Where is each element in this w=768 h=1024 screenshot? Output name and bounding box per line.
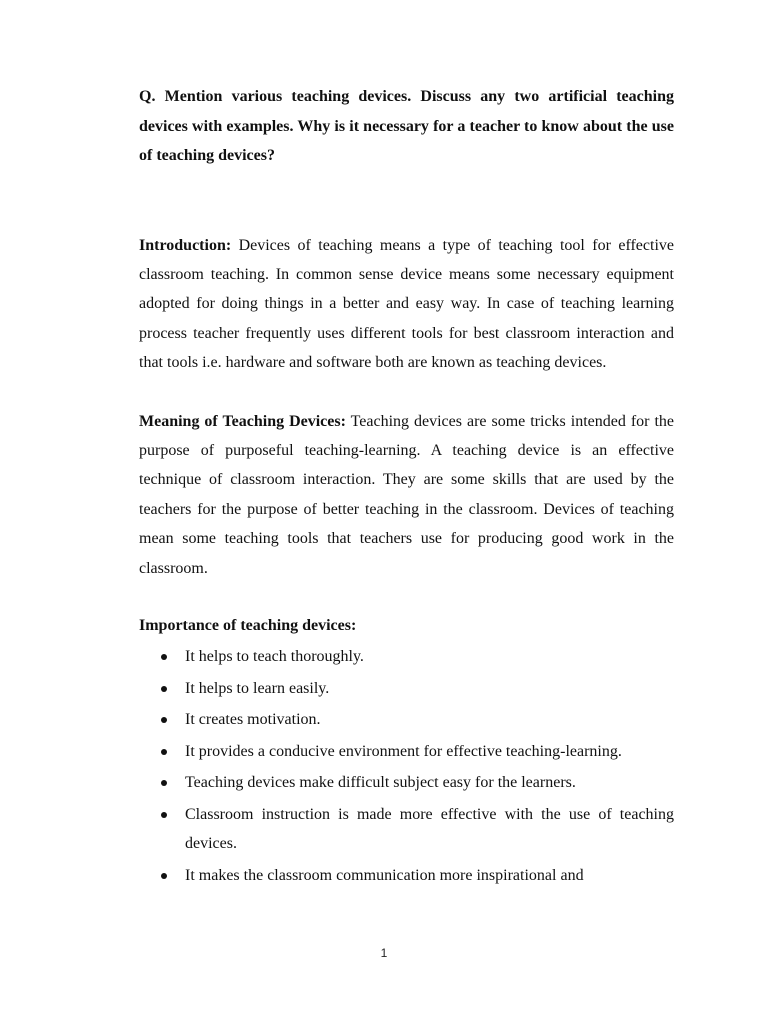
list-item bbox=[139, 861, 674, 891]
list-item-text: It provides a conducive environment for effective teaching-learning. bbox=[185, 742, 622, 760]
list-item-text: It helps to learn easily. bbox=[185, 679, 330, 697]
question-text: Q. Mention various teaching devices. Discuss any two artificial teaching devices with examples. Why is it necessary for a teacher to know about the use of teaching devices? bbox=[139, 88, 674, 164]
page-number: 1 bbox=[380, 946, 388, 960]
bullet-icon bbox=[161, 780, 167, 786]
meaning-paragraph bbox=[139, 407, 674, 583]
list-item bbox=[139, 642, 674, 672]
list-item-text: It helps to teach thoroughly. bbox=[185, 648, 364, 666]
list-item bbox=[139, 768, 674, 798]
list-item bbox=[139, 674, 674, 704]
introduction-body: Devices of teaching means a type of teaching tool for effective classroom teaching. In common sense device means some necessary equipment adopted for doing things in a better and easy way. In case of teaching learning process teacher frequently uses different tools for best classroom interaction and that tools i.e. hardware and software both are known as teaching devices. bbox=[139, 236, 674, 372]
bullet-icon bbox=[161, 873, 167, 879]
bullet-icon bbox=[161, 749, 167, 755]
importance-heading: Importance of teaching devices: bbox=[139, 616, 357, 634]
list-item bbox=[139, 800, 674, 859]
bullet-icon bbox=[161, 717, 167, 723]
introduction-paragraph bbox=[139, 231, 674, 378]
list-item-text: Teaching devices make difficult subject easy for the learners. bbox=[185, 774, 576, 792]
list-item-text: Classroom instruction is made more effective with the use of teaching devices. bbox=[185, 805, 674, 853]
list-item bbox=[139, 705, 674, 735]
list-item bbox=[139, 737, 674, 767]
meaning-body: Teaching devices are some tricks intended for the purpose of purposeful teaching-learning. A teaching device is an effective technique of classroom interaction. They are some skills that are used by the teachers for the purpose of better teaching in the classroom. Devices of teaching mean some teaching tools that teachers use for producing good work in the classroom. bbox=[139, 412, 674, 577]
document-page bbox=[139, 82, 674, 892]
bullet-icon bbox=[161, 686, 167, 692]
bullet-icon bbox=[161, 812, 167, 818]
list-item-text: It makes the classroom communication more inspirational and bbox=[185, 866, 584, 884]
bullet-icon bbox=[161, 654, 167, 660]
meaning-label: Meaning of Teaching Devices: bbox=[139, 412, 346, 430]
introduction-label: Introduction: bbox=[139, 236, 232, 254]
list-item-text: It creates motivation. bbox=[185, 711, 321, 729]
importance-list bbox=[139, 642, 674, 890]
